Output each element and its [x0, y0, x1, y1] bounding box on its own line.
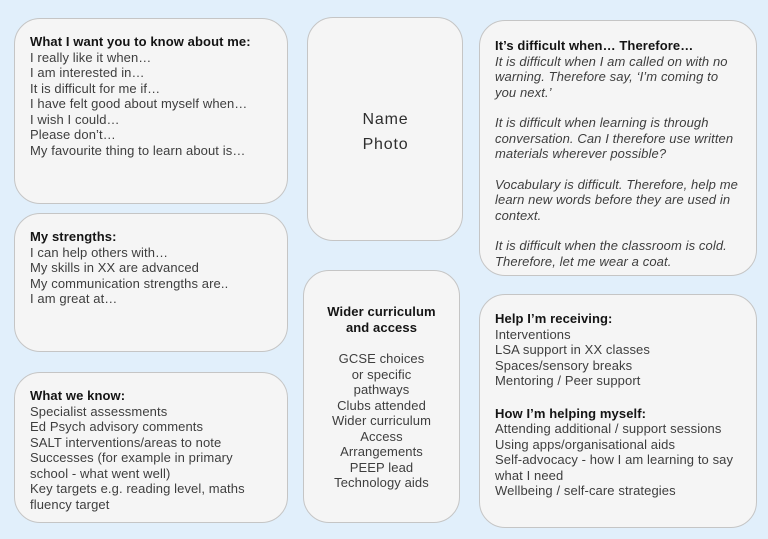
- photo-label: Photo: [362, 135, 409, 153]
- wider-curriculum-item: Wider curriculum: [331, 413, 432, 428]
- helping-myself-item: Self-advocacy - how I am learning to say what I need: [495, 452, 734, 483]
- wider-curriculum-item: Access: [360, 428, 403, 444]
- wider-curriculum-item: Arrangements: [340, 444, 423, 459]
- about-me-item: I wish I could…: [30, 111, 120, 127]
- about-me-title: What I want you to know about me:: [30, 34, 251, 49]
- what-we-know-box: [14, 372, 288, 523]
- what-we-know-title: What we know:: [30, 388, 126, 403]
- difficult-paragraph: Vocabulary is difficult. Therefore, help me learn new words before they are used in context.: [495, 176, 738, 223]
- wider-curriculum-item: Clubs attended: [337, 397, 426, 413]
- help-receiving-item: Interventions: [495, 326, 571, 342]
- strengths-item: I can help others with…: [30, 244, 169, 260]
- helping-myself-item: Using apps/organisational aids: [495, 436, 676, 452]
- name-photo-placeholder: [307, 17, 463, 241]
- wider-curriculum-box: [303, 270, 460, 523]
- name-label: Name: [362, 110, 409, 128]
- difficult-paragraph: It is difficult when learning is through conversation. Can I therefore use written materials wherever possible?: [495, 115, 734, 161]
- wider-curriculum-item: PEEP lead: [349, 459, 414, 475]
- about-me-item: I really like it when…: [30, 49, 152, 65]
- wider-curriculum-item: GCSE choices: [338, 351, 425, 366]
- helping-myself-section: [495, 406, 742, 499]
- wider-curriculum-item: or specific: [351, 366, 412, 382]
- about-me-item: My favourite thing to learn about is…: [30, 142, 246, 158]
- what-we-know-item: Successes (for example in primary school - what went well): [30, 450, 233, 481]
- about-me-box: [14, 18, 288, 204]
- helping-myself-item: Wellbeing / self-care strategies: [495, 483, 676, 498]
- name-photo-label: [363, 107, 409, 157]
- difficult-therefore-box: [479, 20, 757, 276]
- helping-myself-title: How I’m helping myself:: [495, 405, 647, 421]
- strengths-list: [30, 245, 273, 307]
- about-me-item: Please don’t…: [30, 127, 116, 142]
- wider-curriculum-list: [314, 351, 449, 491]
- what-we-know-item: Key targets e.g. reading level, maths fluency target: [30, 481, 245, 512]
- difficult-therefore-title: It’s difficult when… Therefore…: [495, 38, 694, 53]
- about-me-item: I am interested in…: [30, 65, 145, 80]
- help-receiving-section: [495, 311, 742, 389]
- helping-myself-item: Attending additional / support sessions: [495, 421, 722, 436]
- strengths-item: I am great at…: [30, 291, 118, 306]
- about-me-list: [30, 50, 273, 159]
- strengths-item: My communication strengths are..: [30, 275, 229, 291]
- help-receiving-item: Mentoring / Peer support: [495, 373, 641, 388]
- what-we-know-item: Ed Psych advisory comments: [30, 419, 204, 434]
- help-receiving-item: LSA support in XX classes: [495, 342, 650, 357]
- what-we-know-item: Specialist assessments: [30, 403, 168, 419]
- what-we-know-item: SALT interventions/areas to note: [30, 434, 222, 450]
- strengths-title: My strengths:: [30, 229, 117, 244]
- help-box: [479, 294, 757, 528]
- wider-curriculum-item: pathways: [353, 382, 410, 397]
- what-we-know-list: [30, 404, 273, 513]
- difficult-paragraph: It is difficult when I am called on with no warning. Therefore say, ‘I’m coming to you next.’: [495, 53, 728, 100]
- help-receiving-title: Help I’m receiving:: [495, 311, 613, 326]
- wider-curriculum-item: Technology aids: [334, 475, 429, 490]
- strengths-box: [14, 213, 288, 352]
- wider-curriculum-title: Wider curriculum and access: [327, 304, 436, 335]
- difficult-paragraph: It is difficult when the classroom is cold. Therefore, let me wear a coat.: [495, 238, 727, 269]
- about-me-item: I have felt good about myself when…: [30, 96, 248, 111]
- help-receiving-item: Spaces/sensory breaks: [495, 357, 633, 373]
- strengths-item: My skills in XX are advanced: [30, 260, 199, 275]
- about-me-item: It is difficult for me if…: [30, 80, 161, 96]
